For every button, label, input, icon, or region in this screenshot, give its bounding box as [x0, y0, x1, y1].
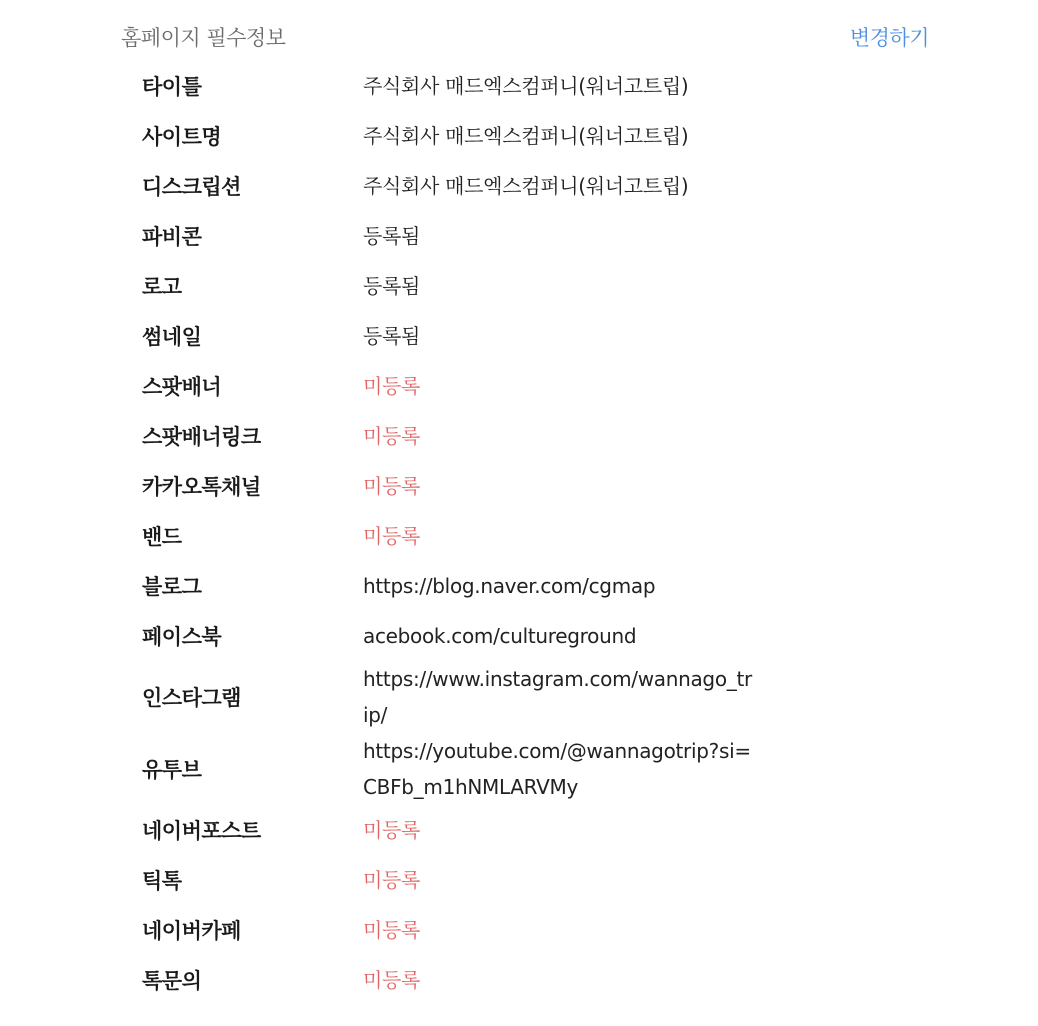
info-row-band: [142, 511, 1002, 561]
info-label: 카카오톡채널: [142, 475, 261, 499]
info-row-facebook: [142, 611, 1002, 661]
info-row-naver-cafe: [142, 905, 1002, 955]
info-row-favicon: [142, 211, 1002, 261]
status-unregistered: 미등록: [363, 818, 421, 842]
info-row-title: [142, 61, 1002, 111]
status-unregistered: 미등록: [363, 474, 421, 498]
info-label: 사이트명: [142, 125, 222, 149]
info-value: 주식회사 매드엑스컴퍼니(워너고트립): [363, 124, 689, 148]
status-unregistered: 미등록: [363, 918, 421, 942]
panel-title: 홈페이지 필수정보: [121, 26, 286, 50]
info-label: 톡문의: [142, 969, 202, 993]
status-unregistered: 미등록: [363, 374, 421, 398]
info-label: 로고: [142, 275, 182, 299]
info-label: 타이틀: [142, 75, 202, 99]
info-label: 파비콘: [142, 225, 202, 249]
info-row-spot-banner-link: [142, 411, 1002, 461]
status-unregistered: 미등록: [363, 868, 421, 892]
info-label: 틱톡: [142, 869, 182, 893]
panel-header: [121, 18, 929, 54]
info-value: 주식회사 매드엑스컴퍼니(워너고트립): [363, 174, 689, 198]
info-value: 등록됨: [363, 224, 421, 248]
info-label: 블로그: [142, 575, 202, 599]
info-label: 스팟배너링크: [142, 425, 261, 449]
info-row-thumbnail: [142, 311, 1002, 361]
info-label: 스팟배너: [142, 375, 222, 399]
status-unregistered: 미등록: [363, 424, 421, 448]
info-label: 인스타그램: [142, 686, 241, 710]
info-list: [142, 61, 1002, 1005]
info-row-talk-inquiry: [142, 955, 1002, 1005]
status-unregistered: 미등록: [363, 524, 421, 548]
info-label: 네이버포스트: [142, 819, 261, 843]
info-label: 썸네일: [142, 325, 202, 349]
info-label: 밴드: [142, 525, 182, 549]
facebook-url: acebook.com/cultureground: [363, 624, 637, 648]
info-label: 유투브: [142, 758, 202, 782]
info-row-naver-post: [142, 805, 1002, 855]
info-row-spot-banner: [142, 361, 1002, 411]
info-value: 등록됨: [363, 324, 421, 348]
info-value: 주식회사 매드엑스컴퍼니(워너고트립): [363, 74, 689, 98]
youtube-url: https://youtube.com/@wannagotrip?si=CBFb_m1hNMLARVMy: [363, 739, 751, 799]
info-row-tiktok: [142, 855, 1002, 905]
info-row-logo: [142, 261, 1002, 311]
status-unregistered: 미등록: [363, 968, 421, 992]
blog-url: https://blog.naver.com/cgmap: [363, 574, 656, 598]
info-row-instagram: [142, 661, 1002, 733]
edit-button[interactable]: 변경하기: [849, 26, 929, 50]
info-row-blog: [142, 561, 1002, 611]
info-value: 등록됨: [363, 274, 421, 298]
instagram-url: https://www.instagram.com/wannago_trip/: [363, 667, 752, 727]
info-row-youtube: [142, 733, 1002, 805]
info-row-kakaotalk-channel: [142, 461, 1002, 511]
info-label: 페이스북: [142, 625, 222, 649]
info-label: 디스크립션: [142, 175, 241, 199]
info-row-site-name: [142, 111, 1002, 161]
info-label: 네이버카페: [142, 919, 241, 943]
info-row-description: [142, 161, 1002, 211]
